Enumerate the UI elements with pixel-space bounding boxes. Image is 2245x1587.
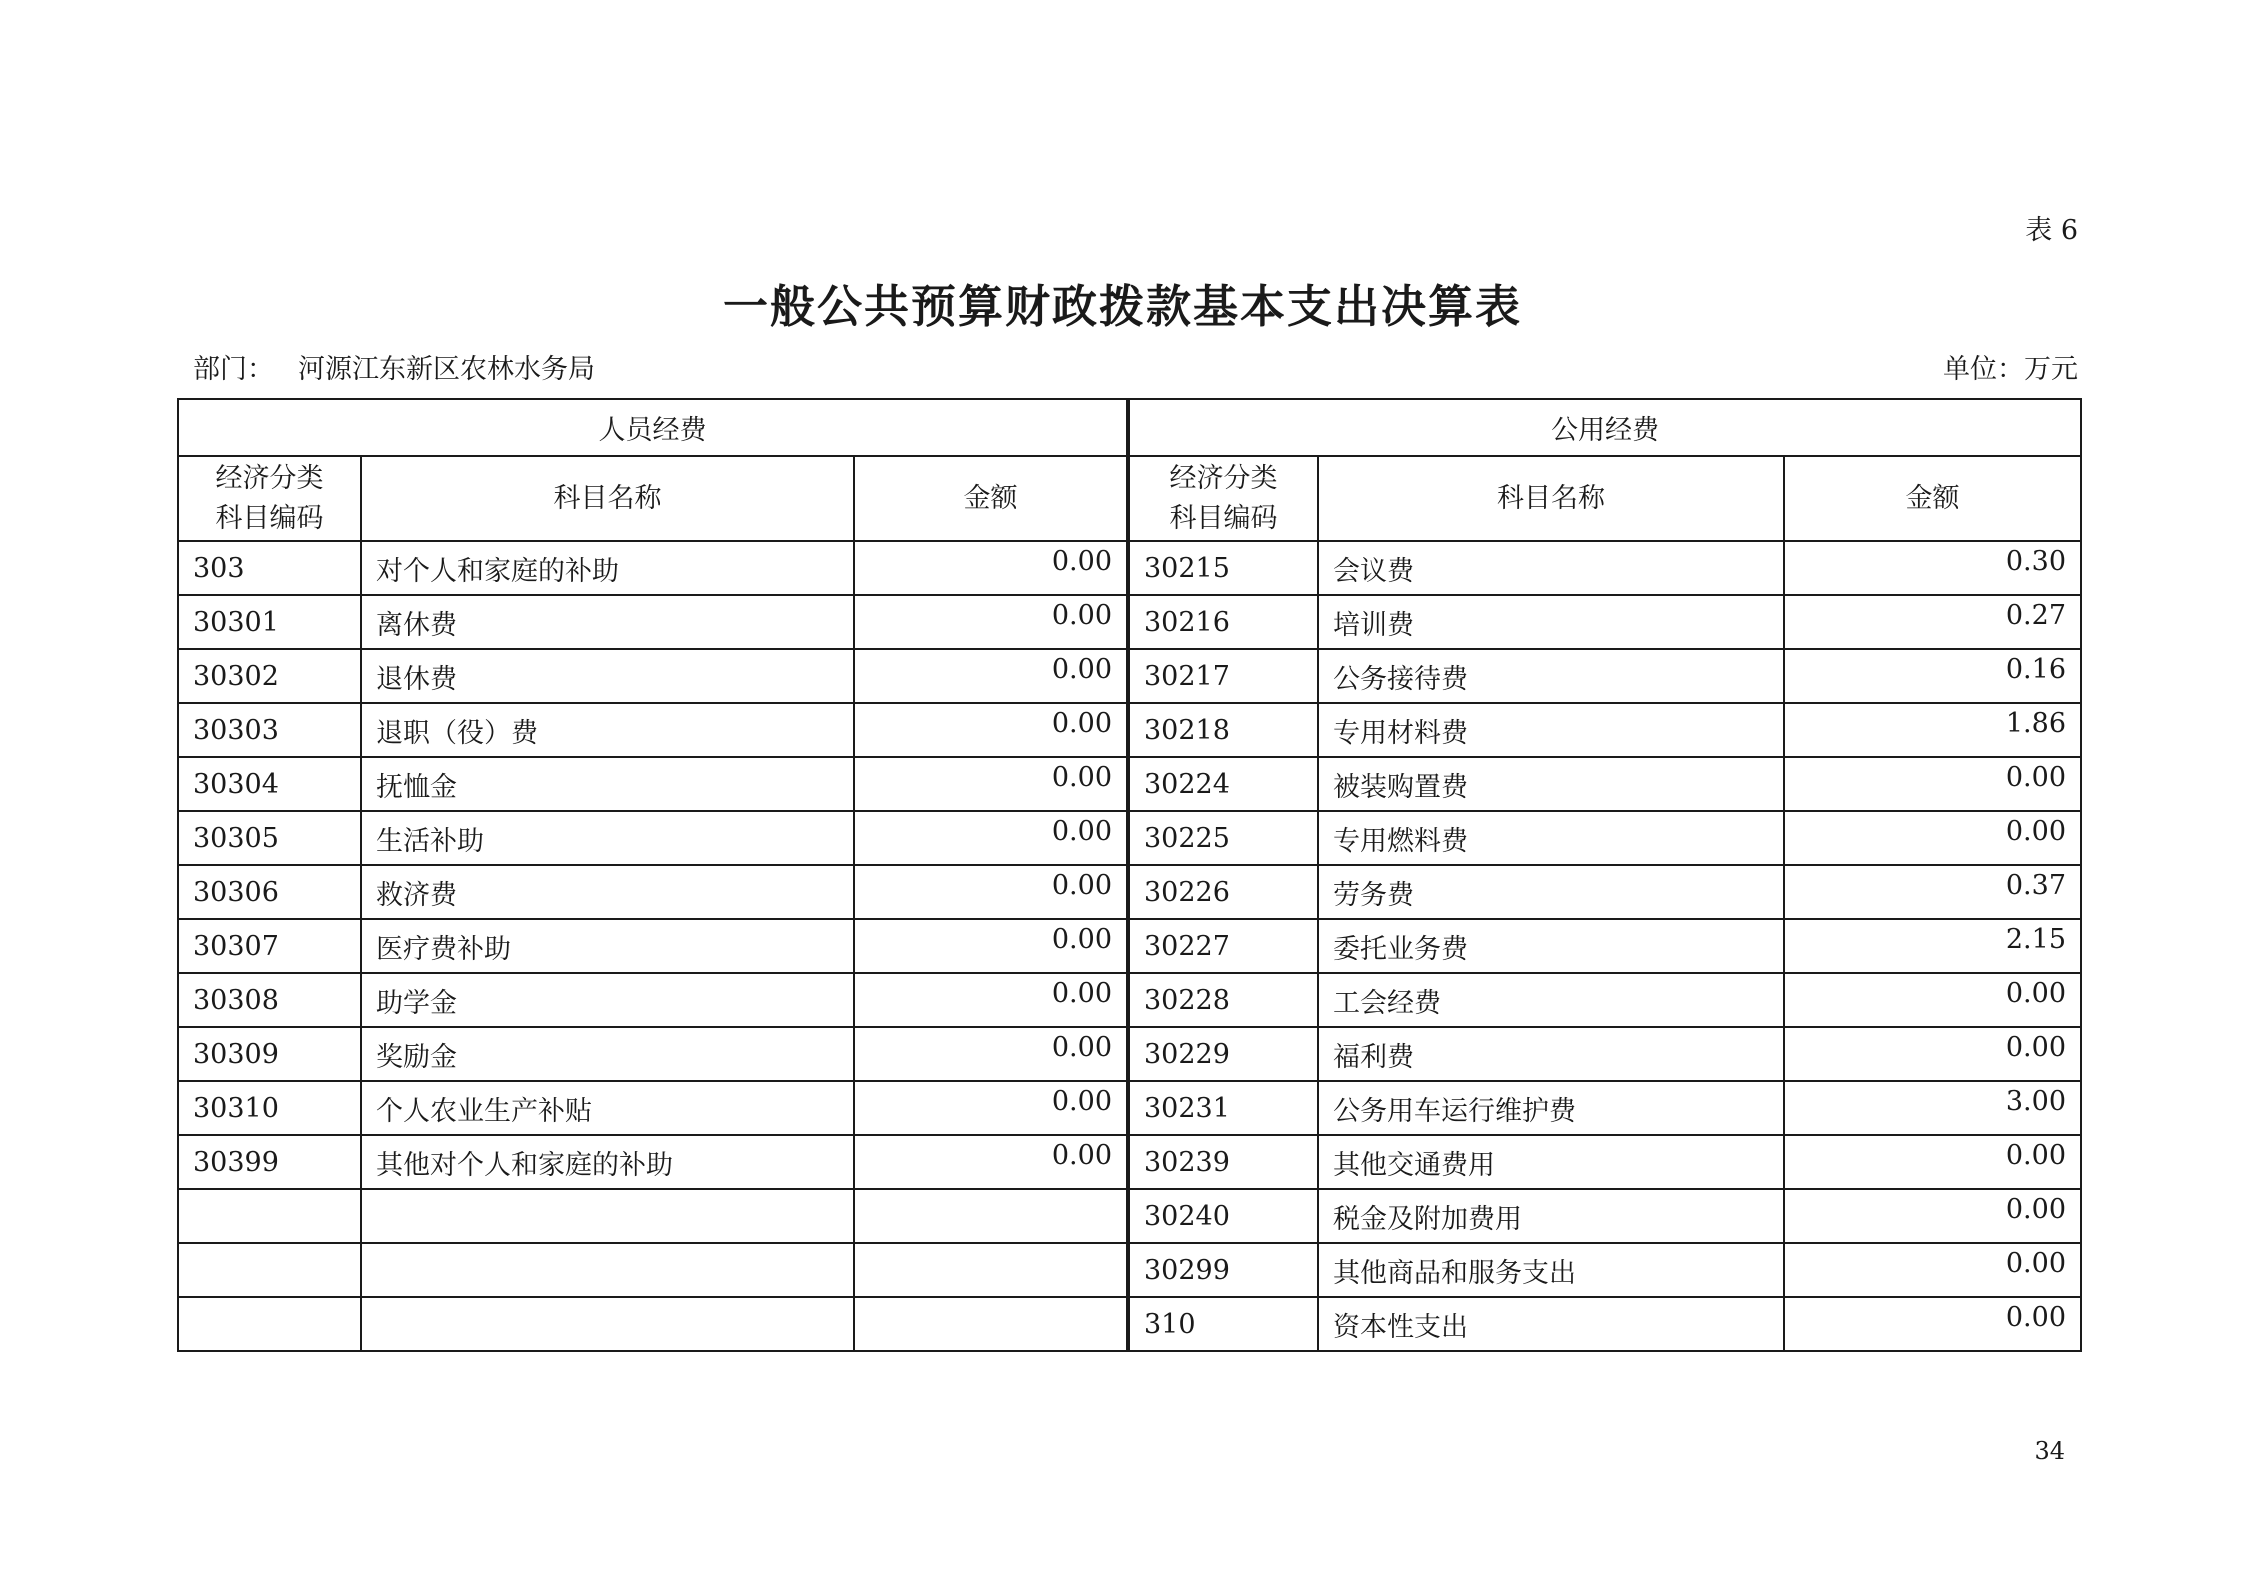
right-name-cell: 其他交通费用 [1318, 1135, 1784, 1189]
right-code-cell: 30226 [1128, 865, 1318, 919]
table-row [178, 595, 2081, 649]
left-name-cell: 退休费 [361, 649, 854, 703]
left-code-cell: 30306 [178, 865, 361, 919]
right-amount-cell: 0.37 [1784, 865, 2081, 919]
right-name-cell: 劳务费 [1318, 865, 1784, 919]
left-name-cell: 其他对个人和家庭的补助 [361, 1135, 854, 1189]
right-amount-cell: 0.00 [1784, 1297, 2081, 1351]
right-code-cell: 30240 [1128, 1189, 1318, 1243]
right-code-cell: 30225 [1128, 811, 1318, 865]
left-name-cell: 个人农业生产补贴 [361, 1081, 854, 1135]
right-amount-cell: 0.00 [1784, 757, 2081, 811]
right-amount-cell: 1.86 [1784, 703, 2081, 757]
left-code-cell: 30301 [178, 595, 361, 649]
left-amount-cell: 0.00 [854, 595, 1128, 649]
header-code-line2: 科目编码 [1169, 502, 1278, 534]
table-row [178, 757, 2081, 811]
right-name-cell: 公务接待费 [1318, 649, 1784, 703]
left-amount-cell: 0.00 [854, 703, 1128, 757]
right-amount-cell: 2.15 [1784, 919, 2081, 973]
right-code-cell: 30215 [1128, 541, 1318, 595]
left-name-cell [361, 1297, 854, 1351]
group-header-row [178, 399, 2081, 456]
left-name-cell: 助学金 [361, 973, 854, 1027]
right-name-cell: 会议费 [1318, 541, 1784, 595]
group-personnel: 人员经费 [178, 399, 1128, 456]
header-code-line2: 科目编码 [215, 502, 324, 534]
left-amount-cell: 0.00 [854, 649, 1128, 703]
right-name-cell: 培训费 [1318, 595, 1784, 649]
unit-label: 单位：万元 [1943, 354, 2078, 385]
table-row [178, 973, 2081, 1027]
left-amount-cell: 0.00 [854, 919, 1128, 973]
right-code-cell: 30239 [1128, 1135, 1318, 1189]
right-amount-cell: 3.00 [1784, 1081, 2081, 1135]
right-code-cell: 30216 [1128, 595, 1318, 649]
right-amount-cell: 0.00 [1784, 973, 2081, 1027]
header-code-right [1128, 456, 1318, 541]
right-name-cell: 税金及附加费用 [1318, 1189, 1784, 1243]
right-amount-cell: 0.00 [1784, 811, 2081, 865]
table-row [178, 1189, 2081, 1243]
left-code-cell: 30304 [178, 757, 361, 811]
column-header-row [178, 456, 2081, 541]
left-amount-cell: 0.00 [854, 811, 1128, 865]
left-code-cell: 30310 [178, 1081, 361, 1135]
left-code-cell: 30399 [178, 1135, 361, 1189]
page-title: 一般公共预算财政拨款基本支出决算表 [722, 280, 1522, 333]
left-amount-cell [854, 1243, 1128, 1297]
right-code-cell: 30224 [1128, 757, 1318, 811]
header-code-line1: 经济分类 [215, 462, 324, 494]
right-name-cell: 专用燃料费 [1318, 811, 1784, 865]
right-code-cell: 30299 [1128, 1243, 1318, 1297]
right-code-cell: 310 [1128, 1297, 1318, 1351]
right-code-cell: 30227 [1128, 919, 1318, 973]
right-amount-cell: 0.16 [1784, 649, 2081, 703]
right-amount-cell: 0.00 [1784, 1189, 2081, 1243]
left-amount-cell: 0.00 [854, 1081, 1128, 1135]
table-row [178, 865, 2081, 919]
table-row [178, 919, 2081, 973]
left-name-cell: 对个人和家庭的补助 [361, 541, 854, 595]
table-row [178, 1297, 2081, 1351]
right-code-cell: 30229 [1128, 1027, 1318, 1081]
table-row [178, 1027, 2081, 1081]
header-code-line1: 经济分类 [1169, 462, 1278, 494]
page-number: 34 [2034, 1437, 2065, 1465]
department [193, 347, 595, 386]
left-code-cell [178, 1297, 361, 1351]
left-amount-cell: 0.00 [854, 541, 1128, 595]
table-number: 表 6 [2025, 215, 2078, 246]
group-public: 公用经费 [1128, 399, 2081, 456]
right-amount-cell: 0.00 [1784, 1027, 2081, 1081]
right-code-cell: 30218 [1128, 703, 1318, 757]
header-code-left [178, 456, 361, 541]
header-amount-left: 金额 [854, 456, 1128, 541]
left-code-cell [178, 1189, 361, 1243]
right-amount-cell: 0.27 [1784, 595, 2081, 649]
right-code-cell: 30228 [1128, 973, 1318, 1027]
left-name-cell [361, 1189, 854, 1243]
left-name-cell: 退职（役）费 [361, 703, 854, 757]
right-name-cell: 公务用车运行维护费 [1318, 1081, 1784, 1135]
right-amount-cell: 0.00 [1784, 1135, 2081, 1189]
header-amount-right: 金额 [1784, 456, 2081, 541]
right-name-cell: 其他商品和服务支出 [1318, 1243, 1784, 1297]
left-name-cell: 离休费 [361, 595, 854, 649]
table-row [178, 703, 2081, 757]
table-row [178, 541, 2081, 595]
left-code-cell: 30303 [178, 703, 361, 757]
left-amount-cell: 0.00 [854, 1027, 1128, 1081]
table-row [178, 1081, 2081, 1135]
right-amount-cell: 0.30 [1784, 541, 2081, 595]
left-code-cell [178, 1243, 361, 1297]
left-amount-cell: 0.00 [854, 973, 1128, 1027]
right-name-cell: 资本性支出 [1318, 1297, 1784, 1351]
left-code-cell: 30307 [178, 919, 361, 973]
header-name-right: 科目名称 [1318, 456, 1784, 541]
table-row [178, 1135, 2081, 1189]
expenditure-table [177, 398, 2082, 1352]
right-name-cell: 工会经费 [1318, 973, 1784, 1027]
right-name-cell: 委托业务费 [1318, 919, 1784, 973]
left-code-cell: 303 [178, 541, 361, 595]
left-name-cell: 生活补助 [361, 811, 854, 865]
right-name-cell: 专用材料费 [1318, 703, 1784, 757]
left-name-cell: 抚恤金 [361, 757, 854, 811]
left-code-cell: 30308 [178, 973, 361, 1027]
left-amount-cell [854, 1297, 1128, 1351]
right-amount-cell: 0.00 [1784, 1243, 2081, 1297]
left-name-cell: 医疗费补助 [361, 919, 854, 973]
table-row [178, 649, 2081, 703]
right-name-cell: 被装购置费 [1318, 757, 1784, 811]
right-code-cell: 30217 [1128, 649, 1318, 703]
department-name: 河源江东新区农林水务局 [298, 354, 595, 385]
right-name-cell: 福利费 [1318, 1027, 1784, 1081]
header-name-left: 科目名称 [361, 456, 854, 541]
table-row [178, 1243, 2081, 1297]
left-name-cell: 救济费 [361, 865, 854, 919]
left-amount-cell: 0.00 [854, 757, 1128, 811]
department-label: 部门： [193, 354, 274, 385]
left-amount-cell [854, 1189, 1128, 1243]
left-name-cell: 奖励金 [361, 1027, 854, 1081]
left-name-cell [361, 1243, 854, 1297]
right-code-cell: 30231 [1128, 1081, 1318, 1135]
left-amount-cell: 0.00 [854, 865, 1128, 919]
left-code-cell: 30309 [178, 1027, 361, 1081]
left-code-cell: 30305 [178, 811, 361, 865]
table-row [178, 811, 2081, 865]
left-amount-cell: 0.00 [854, 1135, 1128, 1189]
left-code-cell: 30302 [178, 649, 361, 703]
